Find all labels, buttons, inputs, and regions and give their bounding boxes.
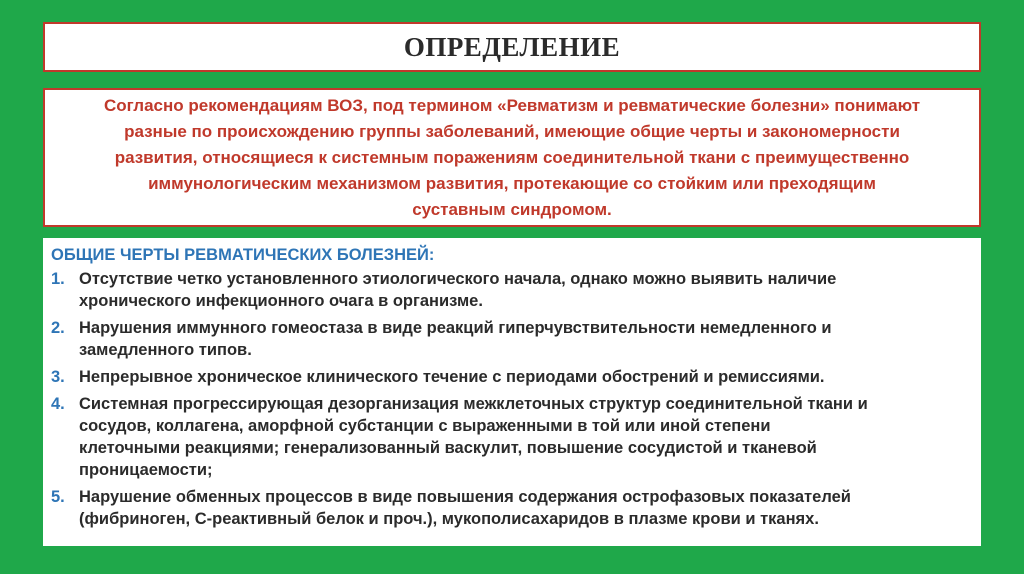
list-item-number: 1. bbox=[51, 270, 65, 288]
features-box bbox=[43, 238, 981, 546]
features-heading: ОБЩИЕ ЧЕРТЫ РЕВМАТИЧЕСКИХ БОЛЕЗНЕЙ: bbox=[51, 246, 435, 264]
list-item bbox=[51, 317, 967, 361]
title-box bbox=[43, 22, 981, 72]
list-item-text: Системная прогрессирующая дезорганизация межклеточных структур соединительной ткани и сосудов, коллагена, аморфной субстанции с выраженными в той или иной степени клеточными реакциями; генерализованный васкулит, повышение сосудистой и тканевой проницаемости; bbox=[79, 395, 868, 479]
list-item bbox=[51, 393, 967, 481]
list-item bbox=[51, 486, 967, 530]
list-item-text: Непрерывное хроническое клинического течение с периодами обострений и ремиссиями. bbox=[79, 368, 825, 386]
list-item-number: 5. bbox=[51, 488, 65, 506]
list-item-number: 2. bbox=[51, 319, 65, 337]
list-item-text: Нарушения иммунного гомеостаза в виде реакций гиперчувствительности немедленного и замедленного типов. bbox=[79, 319, 832, 359]
list-item bbox=[51, 268, 967, 312]
definition-text: Согласно рекомендациям ВОЗ, под термином «Ревматизм и ревматические болезни» понимают разные по происхождению группы заболеваний, имеющие общие черты и закономерности развития, относящиеся к системным поражениям соединительной ткани с преимущественно иммунологическим механизмом развития, протекающие со стойким или преходящим суставным синдромом. bbox=[103, 95, 921, 219]
list-item-text: Отсутствие четко установленного этиологического начала, однако можно выявить наличие хронического инфекционного очага в организме. bbox=[79, 270, 837, 310]
definition-box bbox=[43, 88, 981, 227]
list-item-number: 4. bbox=[51, 395, 65, 413]
page-title: ОПРЕДЕЛЕНИЕ bbox=[403, 31, 621, 62]
list-item bbox=[51, 366, 967, 388]
list-item-number: 3. bbox=[51, 368, 65, 386]
features-list bbox=[51, 268, 967, 530]
list-item-text: Нарушение обменных процессов в виде повышения содержания острофазовых показателей (фибриноген, С-реактивный белок и проч.), мукополисахаридов в плазме крови и тканях. bbox=[79, 488, 851, 528]
